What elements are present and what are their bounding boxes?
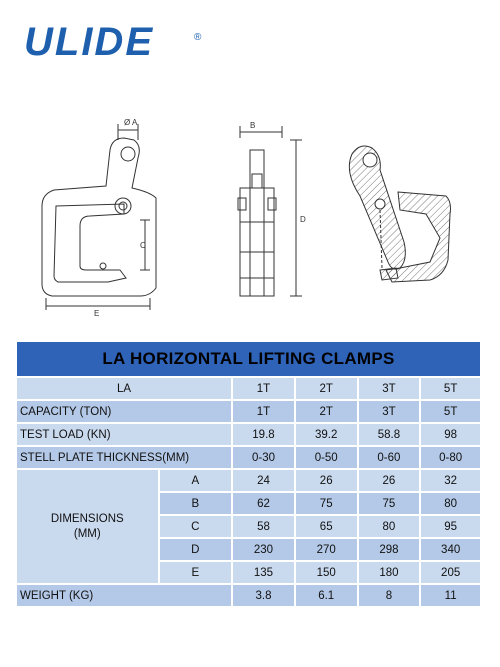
table-cell: 24 xyxy=(232,469,295,492)
table-cell: 65 xyxy=(295,515,358,538)
table-cell: 39.2 xyxy=(295,423,358,446)
dimension-key: A xyxy=(159,469,233,492)
brand-logo xyxy=(24,18,202,66)
table-cell: 8 xyxy=(358,584,421,607)
table-cell: 205 xyxy=(420,561,481,584)
test-load-label: TEST LOAD (KN) xyxy=(16,423,232,446)
table-cell: 298 xyxy=(358,538,421,561)
table-cell: 2T xyxy=(295,400,358,423)
table-cell: 3.8 xyxy=(232,584,295,607)
table-cell: 3T xyxy=(358,377,421,400)
table-row-test-load xyxy=(16,423,481,446)
dimension-key: E xyxy=(159,561,233,584)
table-cell: 135 xyxy=(232,561,295,584)
table-title-row xyxy=(16,341,481,377)
table-row-dimension-a xyxy=(16,469,481,492)
table-cell: 0-80 xyxy=(420,446,481,469)
label-c: C xyxy=(140,241,146,250)
table-cell: 26 xyxy=(358,469,421,492)
dimension-key: C xyxy=(159,515,233,538)
table-cell: 0-60 xyxy=(358,446,421,469)
table-cell: 1T xyxy=(232,377,295,400)
dimensions-label xyxy=(16,469,159,584)
table-cell: 3T xyxy=(358,400,421,423)
table-cell: 75 xyxy=(358,492,421,515)
plate-thickness-label: STELL PLATE THICKNESS(MM) xyxy=(16,446,232,469)
dimension-key: B xyxy=(159,492,233,515)
section-view-drawing xyxy=(349,146,450,282)
table-cell: 230 xyxy=(232,538,295,561)
table-cell: 80 xyxy=(420,492,481,515)
table-row-plate-thickness xyxy=(16,446,481,469)
table-cell: 0-50 xyxy=(295,446,358,469)
table-cell: 95 xyxy=(420,515,481,538)
label-hole-a: Ø A xyxy=(124,118,138,127)
table-cell: 270 xyxy=(295,538,358,561)
table-row-capacity xyxy=(16,400,481,423)
table-cell: 62 xyxy=(232,492,295,515)
table-row-weight xyxy=(16,584,481,607)
table-cell: 19.8 xyxy=(232,423,295,446)
label-e: E xyxy=(94,309,100,318)
label-d: D xyxy=(300,215,306,224)
front-view-drawing xyxy=(42,124,156,310)
specifications-table xyxy=(15,340,482,608)
table-cell: 98 xyxy=(420,423,481,446)
table-cell: 150 xyxy=(295,561,358,584)
table-cell: 26 xyxy=(295,469,358,492)
table-cell: 80 xyxy=(358,515,421,538)
table-row-model xyxy=(16,377,481,400)
dimensions-label-line2: (MM) xyxy=(73,527,101,540)
weight-label: WEIGHT (KG) xyxy=(16,584,232,607)
table-title: LA HORIZONTAL LIFTING CLAMPS xyxy=(16,341,481,377)
table-cell: 75 xyxy=(295,492,358,515)
table-cell: 2T xyxy=(295,377,358,400)
registered-mark: ® xyxy=(194,32,202,43)
table-cell: 58.8 xyxy=(358,423,421,446)
brand-logo-text: ULIDE xyxy=(24,20,154,64)
table-cell: 0-30 xyxy=(232,446,295,469)
table-cell: 5T xyxy=(420,377,481,400)
table-cell: 11 xyxy=(420,584,481,607)
label-b: B xyxy=(250,121,256,130)
capacity-label: CAPACITY (TON) xyxy=(16,400,232,423)
dimension-key: D xyxy=(159,538,233,561)
model-label: LA xyxy=(16,377,232,400)
table-cell: 1T xyxy=(232,400,295,423)
table-cell: 58 xyxy=(232,515,295,538)
technical-drawings xyxy=(0,110,500,330)
table-cell: 180 xyxy=(358,561,421,584)
dimensions-label-line1: DIMENSIONS xyxy=(50,512,124,525)
table-cell: 32 xyxy=(420,469,481,492)
table-cell: 340 xyxy=(420,538,481,561)
table-cell: 5T xyxy=(420,400,481,423)
table-cell: 6.1 xyxy=(295,584,358,607)
side-view-drawing xyxy=(238,126,302,296)
